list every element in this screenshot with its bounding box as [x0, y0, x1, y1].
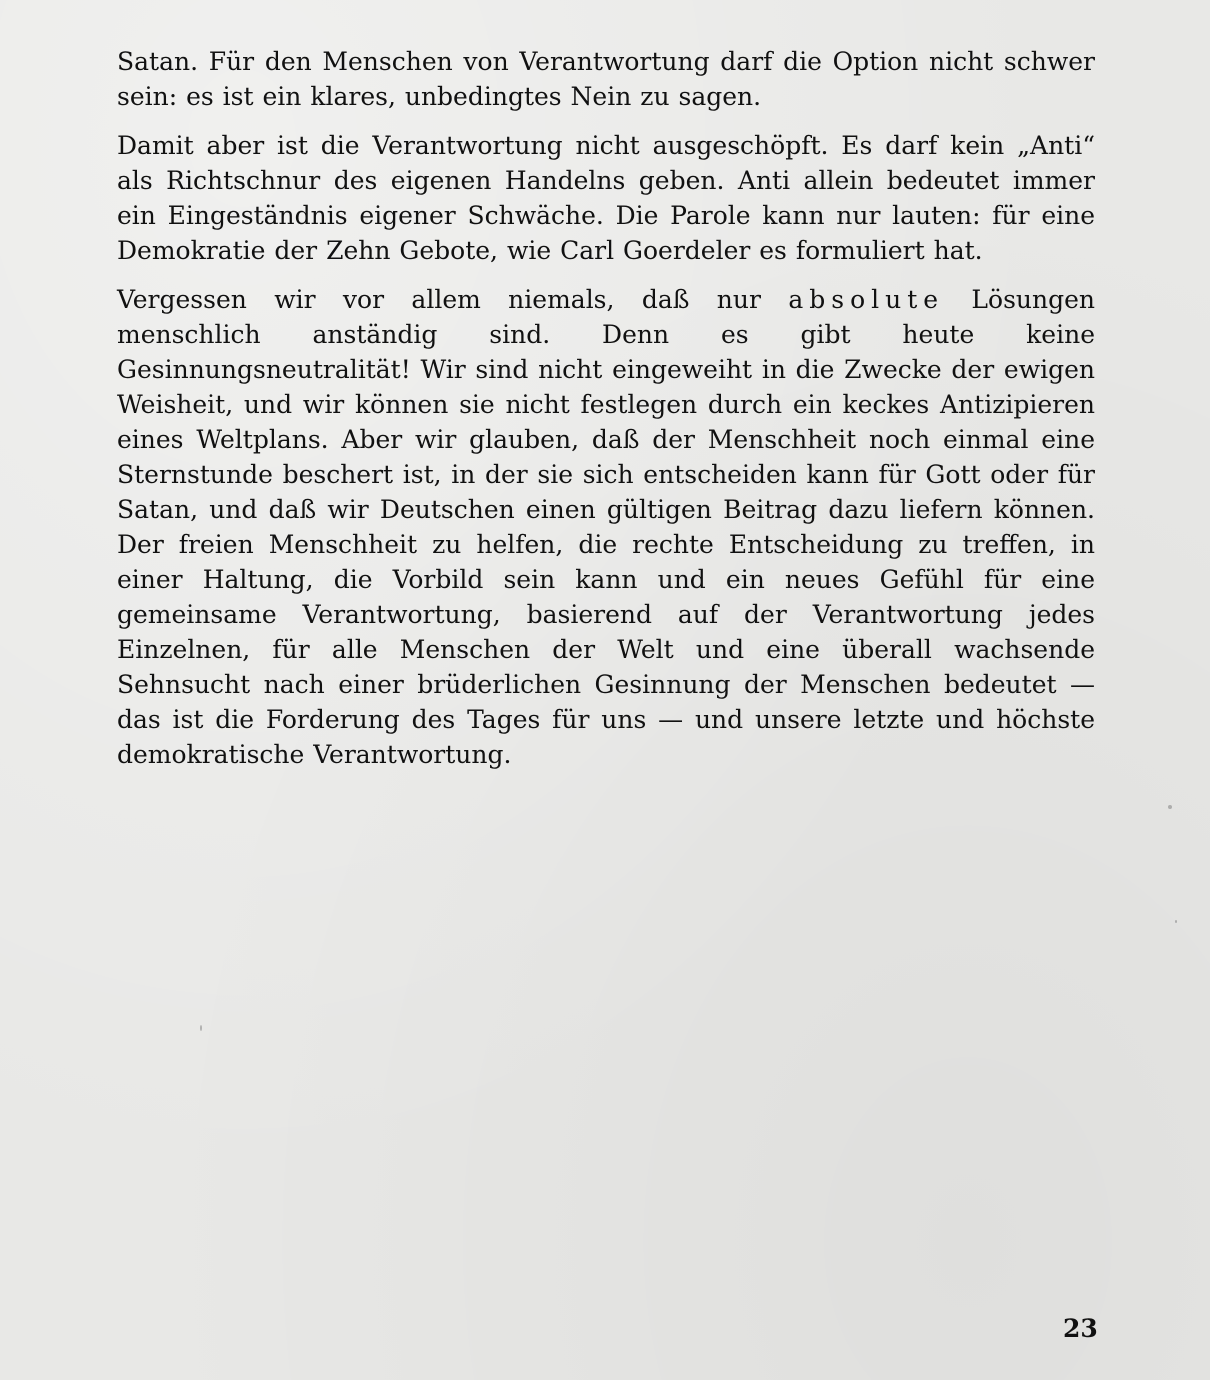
emphasized-word: absolute: [788, 285, 945, 314]
page-number: 23: [1063, 1314, 1098, 1343]
paper-speck: [1168, 805, 1172, 809]
paragraph-3-rest: Lösungen menschlich anständig sind. Denn es gibt heute keine Gesinnungsneutralität! Wir sind nicht eingeweiht in die Zwecke der ewigen Weisheit, und wir können sie nicht festlegen durch ein keckes Antizipieren eines Weltplans. Aber wir glauben, daß der Menschheit noch einmal eine Sternstunde beschert ist, in der sie sich entscheiden kann für Gott oder für Satan, und daß wir Deutschen einen gültigen Beitrag dazu liefern können. Der freien Menschheit zu helfen, die rechte Entscheidung zu treffen, in einer Haltung, die Vorbild sein kann und ein neues Gefühl für eine gemeinsame Verantwortung, basierend auf der Verantwortung jedes Einzelnen, für alle Menschen der Welt und eine überall wachsende Sehnsucht nach einer brüderlichen Gesinnung der Menschen bedeutet — das ist die Forderung des Tages für uns — und unsere letzte und höchste demokratische Verantwortung.: [117, 285, 1096, 769]
paragraph-2: Damit aber ist die Verantwortung nicht ausgeschöpft. Es darf kein „Anti“ als Richtschnur des eigenen Handelns geben. Anti allein bedeutet immer ein Eingeständnis eigener Schwäche. Die Parole kann nur lauten: für eine Demokratie der Zehn Gebote, wie Carl Goerdeler es formuliert hat.: [117, 131, 1095, 265]
paragraph-3-start: Vergessen wir vor allem niemals, daß nur: [117, 285, 789, 314]
paper-speck: [200, 1025, 202, 1031]
paper-speck: [1175, 920, 1177, 923]
paragraph-3: [117, 282, 1095, 772]
body-text: [117, 44, 1095, 786]
paragraph-1: Satan. Für den Menschen von Verantwortung darf die Option nicht schwer sein: es ist ein klares, unbedingtes Nein zu sagen.: [117, 47, 1095, 111]
